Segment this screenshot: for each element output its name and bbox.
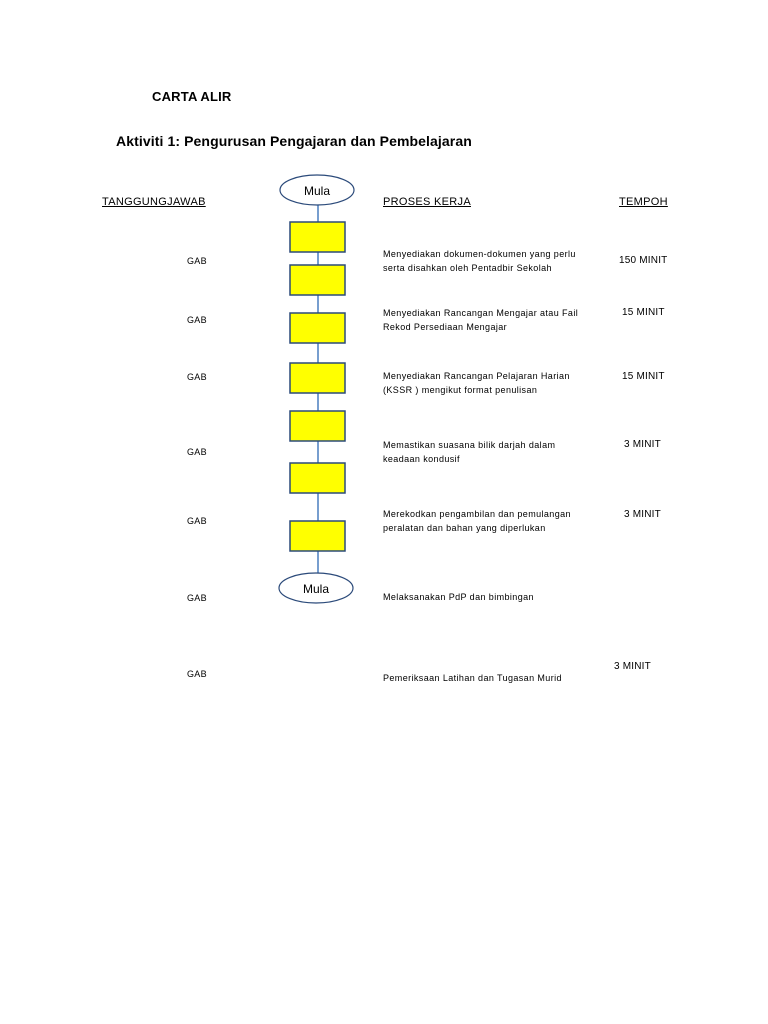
process-step [383,438,613,466]
responsibility-cell: GAB [187,447,207,457]
process-step-line: Rekod Persediaan Mengajar [383,322,508,332]
responsibility-cell: GAB [187,315,207,325]
process-box-7 [290,521,345,551]
responsibility-cell: GAB [187,669,207,679]
process-box-2 [290,265,345,295]
process-step [383,507,613,535]
duration-cell: 3 MINIT [624,439,661,450]
activity-heading: Aktiviti 1: Pengurusan Pengajaran dan Pembelajaran [116,133,472,149]
process-step [383,247,613,275]
process-step-line: (KSSR ) mengikut format penulisan [383,385,538,395]
process-step-line: serta disahkan oleh Pentadbir Sekolah [383,263,552,273]
process-box-4 [290,363,345,393]
process-step-line: Menyediakan dokumen-dokumen yang perlu [383,249,576,259]
start-terminator-label: Mula [303,184,331,198]
duration-cell: 15 MINIT [622,307,665,318]
process-box-5 [290,411,345,441]
responsibility-cell: GAB [187,256,207,266]
process-box-6 [290,463,345,493]
process-box-3 [290,313,345,343]
process-step-line: Memastikan suasana bilik darjah dalam [383,440,556,450]
process-step-line: Menyediakan Rancangan Mengajar atau Fail [383,308,579,318]
column-header-process: PROSES KERJA [383,196,471,208]
process-step [383,671,613,685]
document-title: CARTA ALIR [152,89,232,104]
process-step [383,306,613,334]
process-step [383,369,613,397]
column-header-responsibility: TANGGUNGJAWAB [102,196,206,208]
process-step-line: Menyediakan Rancangan Pelajaran Harian [383,371,570,381]
end-terminator-label: Mula [302,582,330,596]
process-step-line: Melaksanakan PdP dan bimbingan [383,592,534,602]
duration-cell: 15 MINIT [622,371,665,382]
responsibility-cell: GAB [187,372,207,382]
process-step-line: Merekodkan pengambilan dan pemulangan [383,509,571,519]
duration-cell: 3 MINIT [614,661,651,672]
process-step-line: Pemeriksaan Latihan dan Tugasan Murid [383,673,562,683]
responsibility-cell: GAB [187,516,207,526]
column-header-duration: TEMPOH [619,196,668,208]
process-box-1 [290,222,345,252]
process-step-line: keadaan kondusif [383,454,460,464]
responsibility-cell: GAB [187,593,207,603]
duration-cell: 150 MINIT [619,255,668,266]
process-step [383,590,613,604]
duration-cell: 3 MINIT [624,509,661,520]
process-step-line: peralatan dan bahan yang diperlukan [383,523,546,533]
